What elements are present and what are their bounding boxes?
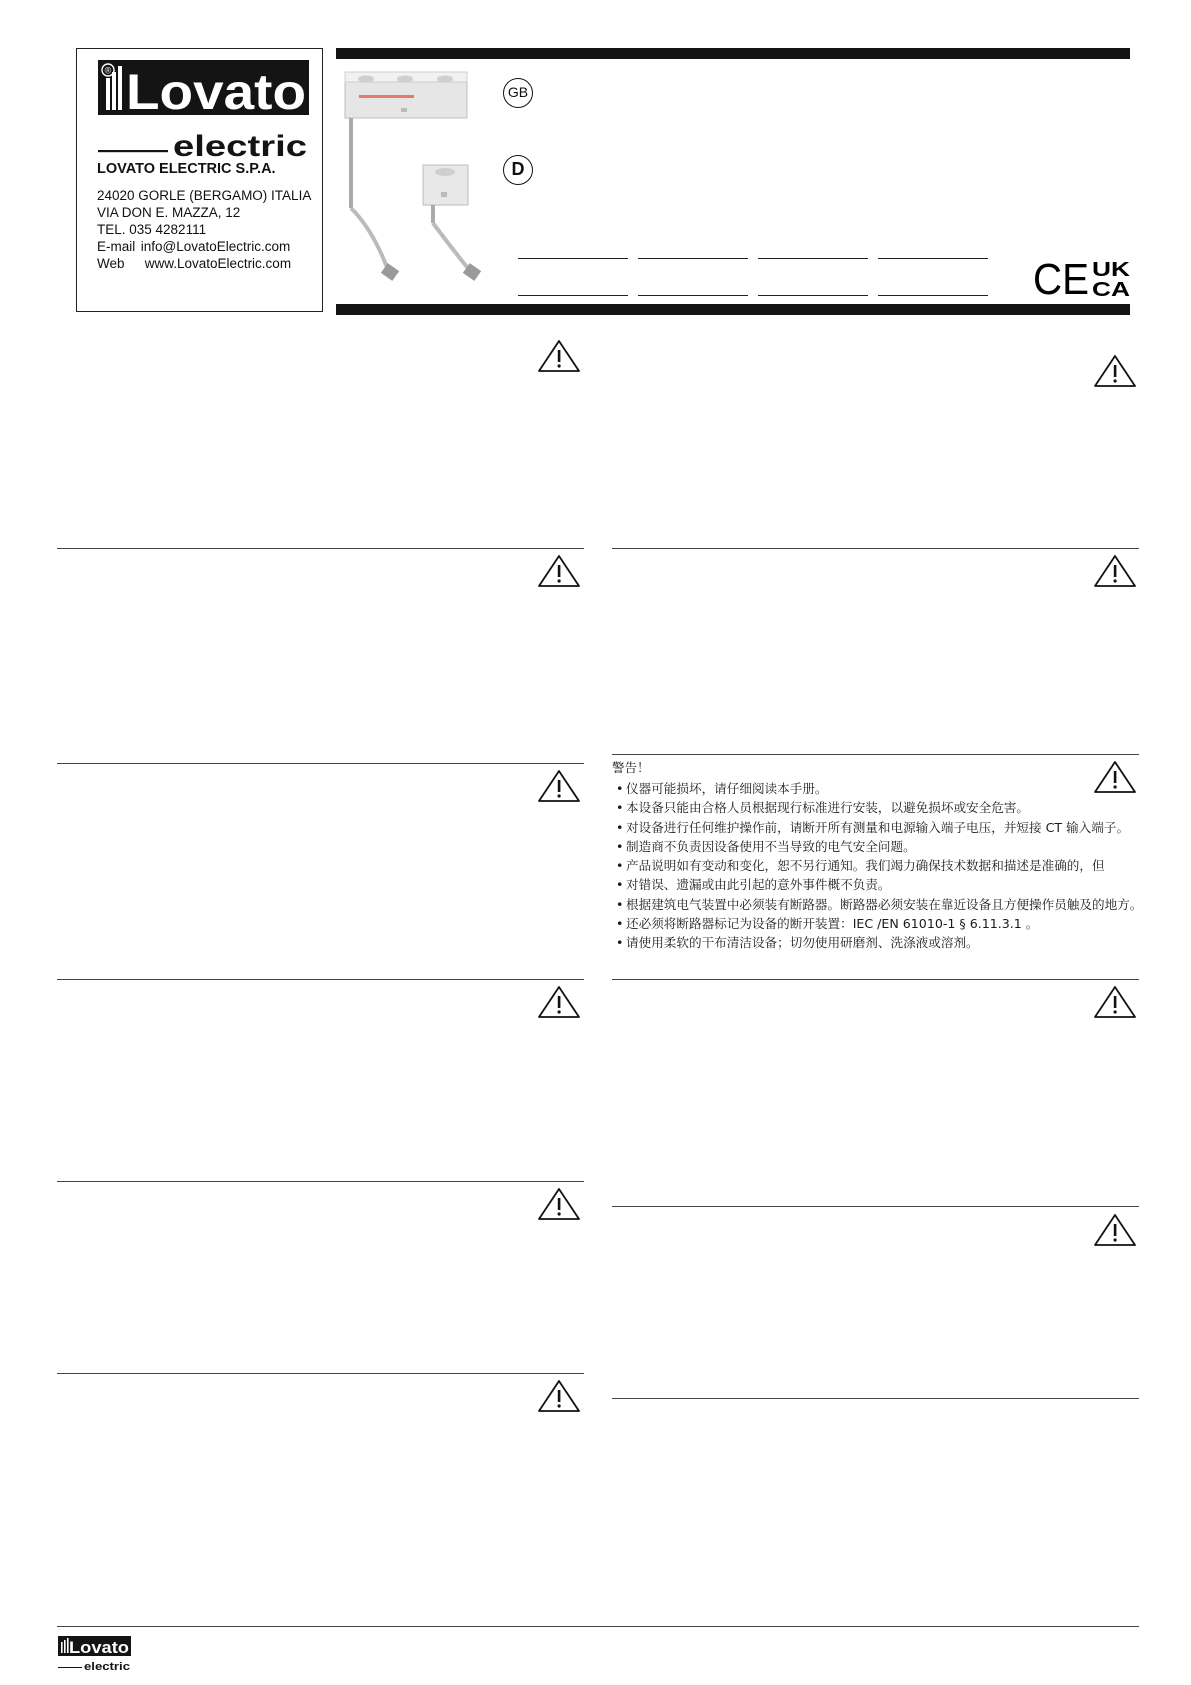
language-badge-gb: GB: [503, 78, 533, 108]
section-divider: [612, 548, 1139, 549]
list-item: • 请使用柔软的干布清洁设备；切勿使用研磨剂、洗涤液或溶剂。: [626, 933, 1142, 952]
list-item: • 仪器可能损坏，请仔细阅读本手册。: [626, 779, 1142, 798]
certification-marks: [1033, 258, 1131, 298]
section-divider: [612, 1206, 1139, 1207]
chinese-warning-title: 警告！: [612, 760, 650, 775]
logo-wordmark: Lovato: [126, 64, 306, 120]
web-label: Web: [97, 256, 125, 271]
title-rule: [878, 258, 988, 259]
section-divider: [57, 1181, 584, 1182]
warning-icon: [1093, 985, 1137, 1019]
warning-icon: [537, 769, 581, 803]
section-divider: [57, 979, 584, 980]
ce-mark: CE: [1033, 258, 1089, 298]
title-rule: [638, 295, 748, 296]
title-rule: [638, 258, 748, 259]
header-bottom-bar: [336, 304, 1130, 315]
warning-icon: [1093, 1213, 1137, 1247]
list-item: • 对设备进行任何维护操作前，请断开所有测量和电源输入端子电压，并短接 CT 输入端子。: [626, 818, 1142, 837]
product-image: [343, 70, 503, 290]
section-divider: [612, 1398, 1139, 1399]
list-item: • 本设备只能由合格人员根据现行标准进行安装，以避免损坏或安全危害。: [626, 798, 1142, 817]
list-item-continuation: • 对错误、遗漏或由此引起的意外事件概不负责。: [626, 875, 1142, 894]
company-name: LOVATO ELECTRIC S.P.A.: [97, 161, 276, 177]
lovato-logo: [98, 60, 309, 162]
section-divider: [612, 754, 1139, 755]
chinese-warning-list: [626, 779, 1142, 953]
footer-logo-subtitle: electric: [84, 1661, 130, 1672]
company-address: [97, 187, 311, 272]
email-line: [97, 238, 311, 255]
title-rule: [878, 295, 988, 296]
warning-icon: [537, 339, 581, 373]
warning-icon: [537, 554, 581, 588]
list-item: • 制造商不负责因设备使用不当导致的电气安全问题。: [626, 837, 1142, 856]
warning-icon: [1093, 554, 1137, 588]
footer-rule: [57, 1626, 1139, 1627]
email-address[interactable]: info@LovatoElectric.com: [140, 239, 291, 254]
warning-icon: [1093, 354, 1137, 388]
section-divider: [57, 1373, 584, 1374]
address-line-1: 24020 GORLE (BERGAMO) ITALIA: [97, 188, 312, 203]
title-rule: [518, 295, 628, 296]
list-item-continuation: • 还必须将断路器标记为设备的断开装置：IEC /EN 61010-1 § 6.11.3.1 。: [626, 914, 1142, 933]
footer-logo: [58, 1636, 131, 1672]
title-rule: [518, 258, 628, 259]
web-address[interactable]: www.LovatoElectric.com: [144, 256, 292, 271]
registered-mark: ®: [104, 65, 112, 76]
web-line: [97, 255, 311, 272]
language-badge-d: D: [503, 155, 533, 185]
ukca-mark-bottom: CA: [1092, 279, 1130, 298]
list-item: • 根据建筑电气装置中必须装有断路器。断路器必须安装在靠近设备且方便操作员触及的地方。: [626, 895, 1142, 914]
section-divider: [612, 979, 1139, 980]
list-item: • 产品说明如有变动和变化，恕不另行通知。我们竭力确保技术数据和描述是准确的，但: [626, 856, 1142, 875]
ukca-mark-top: UK: [1092, 259, 1131, 281]
footer-logo-wordmark: Lovato: [69, 1638, 129, 1657]
warning-icon: [537, 1187, 581, 1221]
title-rule: [758, 295, 868, 296]
email-label: E-mail: [97, 239, 136, 254]
address-line-2: VIA DON E. MAZZA, 12: [97, 205, 241, 220]
section-divider: [57, 548, 584, 549]
telephone: TEL. 035 4282111: [97, 222, 207, 237]
warning-icon: [537, 985, 581, 1019]
title-rule: [758, 258, 868, 259]
header-top-bar: [336, 48, 1130, 59]
company-info-box: [76, 48, 323, 312]
warning-icon: [537, 1379, 581, 1413]
logo-subtitle: electric: [173, 130, 307, 162]
section-divider: [57, 763, 584, 764]
